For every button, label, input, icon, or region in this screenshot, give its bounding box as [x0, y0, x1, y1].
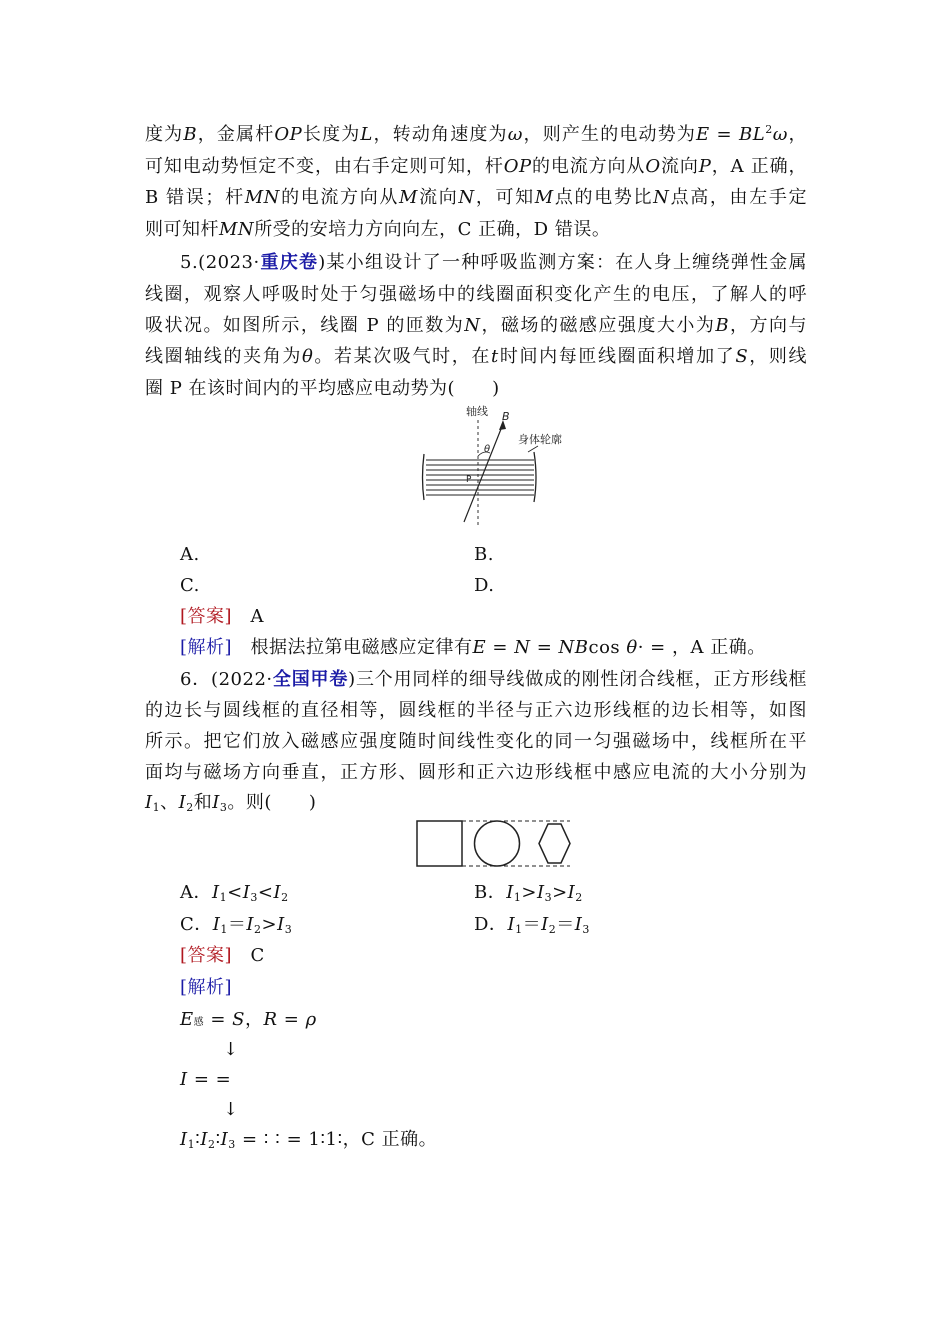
prev-line-1: 度为B，金属杆OP长度为L，转动角速度为ω，则产生的电动势为$E = BL^2\omega$，: [145, 123, 808, 145]
q5-line-3: 吸状况。如图所示，线圈 P 的匝数为N，磁场的磁感应强度大小为B，方向与: [145, 315, 807, 336]
q6-line-1: 6．(2022·全国甲卷)三个用同样的细导线做成的刚性闭合线框，正方形线框: [180, 669, 807, 690]
b-field-line: [464, 424, 503, 522]
circle-frame: [475, 821, 520, 866]
q6-analysis-eq-3: $I_1∶I_2∶I_3$ = ∶ ∶ = 1∶1∶，C 正确。: [180, 1129, 438, 1151]
prev-line-2: 可知电动势恒定不变，由右手定则可知，杆OP的电流方向从O流向P，A 正确，: [145, 156, 808, 177]
q6-option-a[interactable]: A．$I_1<I_3<I_2$: [180, 882, 289, 904]
down-arrow-2: ↓: [223, 1099, 239, 1120]
coil-figure: [410, 400, 590, 528]
q6-analysis-eq-2: I = =: [180, 1069, 232, 1090]
body-outline-left: [423, 454, 425, 500]
coil-windings: [426, 460, 534, 495]
q6-line-3: 所示。把它们放入磁感应强度随时间线性变化的同一匀强磁场中，线框所在平: [145, 731, 807, 752]
theta-label: θ: [484, 444, 491, 455]
q5-option-d[interactable]: D.: [474, 575, 495, 596]
q6-analysis-label: [解析]: [180, 977, 233, 998]
square-frame: [417, 821, 462, 866]
down-arrow-1: ↓: [223, 1039, 239, 1060]
prev-line-4: 则可知杆MN所受的安培力方向向左，C 正确，D 错误。: [145, 219, 611, 240]
q6-line-4: 面均与磁场方向垂直，正方形、圆形和正六边形线框中感应电流的大小分别为: [145, 762, 807, 783]
q6-line-5: $I_1$、$I_2$和$I_3$。则( ): [145, 792, 317, 814]
body-label: 身体轮廓: [518, 433, 562, 446]
q6-option-d[interactable]: D．$I_1=I_2=I_3$: [474, 914, 590, 936]
q5-option-c[interactable]: C.: [180, 575, 200, 596]
q5-option-a[interactable]: A.: [180, 544, 200, 565]
q6-line-2: 的边长与圆线框的直径相等，圆线框的半径与正六边形线框的边长相等，如图: [145, 700, 807, 721]
q6-answer: [180, 944, 265, 968]
answer-value: C: [250, 945, 265, 966]
q6-option-c[interactable]: C．$I_1=I_2>I_3$: [180, 914, 293, 936]
q5-line-1: 5.(2023·重庆卷)某小组设计了一种呼吸监测方案：在人身上缠绕弹性金属: [180, 252, 807, 273]
axis-label: 轴线: [466, 405, 488, 418]
answer-label: [答案]: [180, 606, 233, 627]
q5-line-4: 线圈轴线的夹角为θ。若某次吸气时，在t时间内每匝线圈面积增加了S，则线: [145, 346, 808, 367]
q5-answer: [180, 605, 264, 629]
q5-option-b[interactable]: B.: [474, 544, 494, 565]
answer-label: [答案]: [180, 945, 233, 966]
q5-analysis: [解析] 根据法拉第电磁感应定律有E = N = NBcos θ· = ，A 正确。: [180, 637, 766, 658]
body-outline-right: [534, 452, 536, 502]
q5-line-2: 线圈，观察人呼吸时处于匀强磁场中的线圈面积变化产生的电压，了解人的呼: [145, 284, 807, 305]
answer-value: A: [250, 606, 265, 627]
hexagon-frame: [539, 824, 570, 863]
q5-line-5: 圈 P 在该时间内的平均感应电动势为( ): [145, 378, 500, 399]
p-label: P: [466, 475, 472, 485]
analysis-label: [解析]: [180, 637, 233, 658]
q6-option-b[interactable]: B．$I_1>I_3>I_2$: [474, 882, 583, 904]
b-label: B: [502, 410, 510, 423]
q6-analysis-eq-1: E感 = S，R = ρ: [180, 1009, 317, 1030]
frames-figure: [412, 816, 576, 870]
prev-line-3: B 错误；杆MN的电流方向从M流向N，可知M点的电势比N点高，由左手定: [145, 187, 808, 208]
